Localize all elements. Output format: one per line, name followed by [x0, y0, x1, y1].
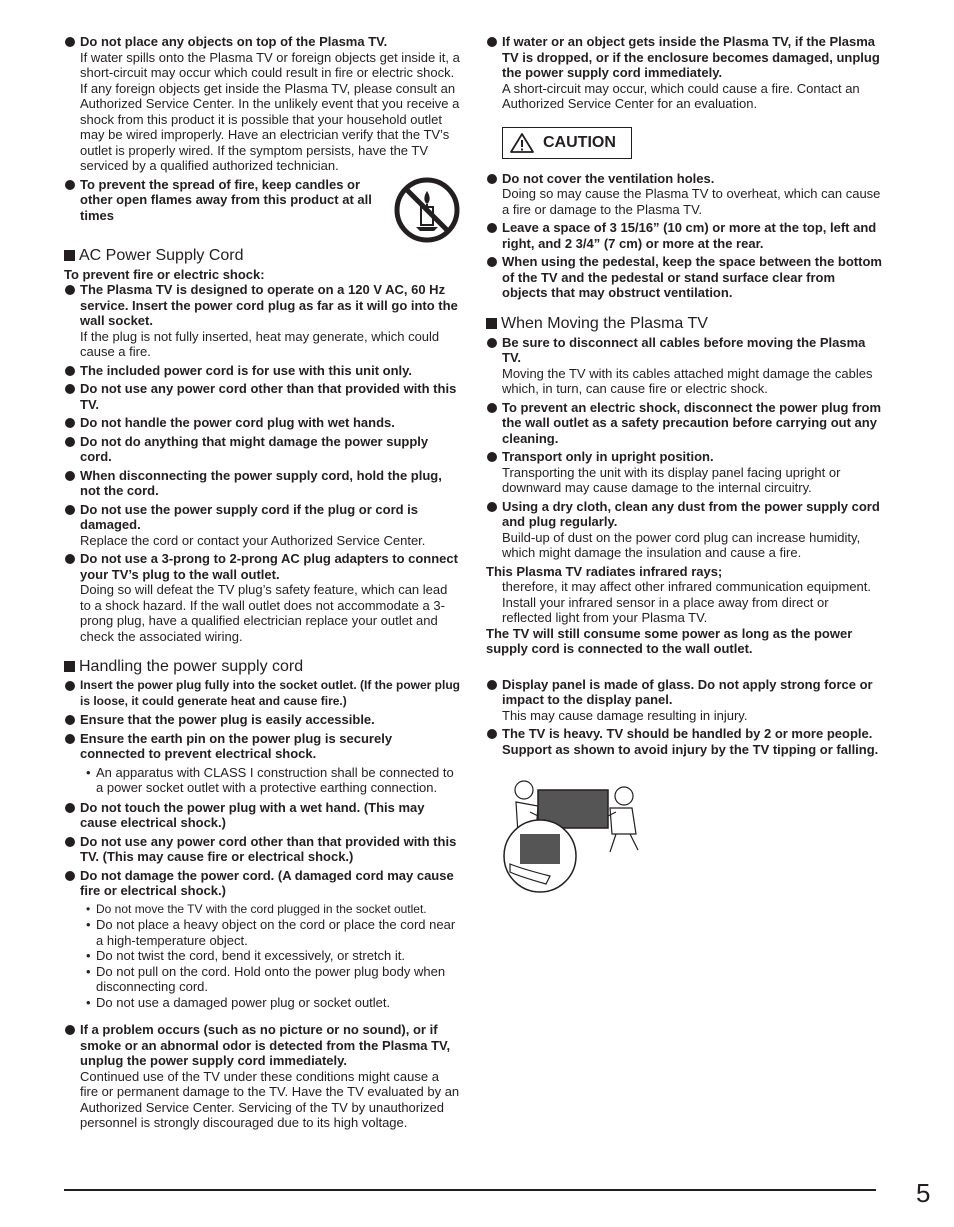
bullet-icon [65, 803, 75, 813]
bullet-icon [487, 174, 497, 184]
square-bullet-icon [64, 250, 75, 261]
list-item: Ensure that the power plug is easily accessible. [64, 712, 460, 728]
power-note: The TV will still consume some power as long as the power supply cord is connected to the wall outlet. [486, 625, 853, 656]
bullet-icon [65, 734, 75, 744]
list-item: Do not use any power cord other than that provided with this TV. [64, 381, 460, 412]
bullet-icon [65, 37, 75, 47]
list-item: If water or an object gets inside the Plasma TV, if the Plasma TV is dropped, or if the enclosure becomes damaged, unplug the power supply cord immediately. A short-circuit may occur, which could cause a fire. Contact an Authorized Service Center for an evaluation. [486, 34, 882, 112]
list-item: Do not place any objects on top of the Plasma TV. If water spills onto the Plasma TV or foreign objects get inside it, a short-circuit may occur which could result in fire or electric shock. If any foreign objects get inside the Plasma TV, please consult an Authorized Service Center. In the unlikely event that you receive a shock from this product it is possible that your household outlet may be wired improperly. Have an electrician verify that the TV’s outlet is properly wired. If the symptom persists, have the TV serviced by a qualified authorized technician. [64, 34, 460, 174]
list-item: To prevent the spread of fire, keep candles or other open flames away from this product at all times [64, 177, 460, 233]
note-item: • Do not pull on the cord. Hold onto the power plug body when disconnecting cord. [86, 963, 446, 994]
square-bullet-icon [64, 661, 75, 672]
footer-rule [64, 1189, 876, 1191]
list-item: Do not use any power cord other than that provided with this TV. (This may cause fire or electrical shock.) [64, 834, 460, 865]
note-item: • Do not twist the cord, bend it excessively, or stretch it. [86, 948, 405, 963]
list-item: Leave a space of 3 15/16” (10 cm) or more at the top, left and right, and 2 3/4” (7 cm) or more at the rear. [486, 220, 882, 251]
bullet-icon [65, 285, 75, 295]
square-bullet-icon [486, 318, 497, 329]
caution-box: CAUTION [502, 127, 632, 159]
list-item: To prevent an electric shock, disconnect the power plug from the wall outlet as a safety precaution before carrying out any cleaning. [486, 400, 882, 447]
bullet-icon [65, 681, 75, 691]
bullet-icon [65, 471, 75, 481]
note-item: • Do not move the TV with the cord plugged in the socket outlet. [86, 901, 427, 916]
bullet-icon [487, 452, 497, 462]
left-column [64, 34, 460, 1134]
bullet-icon [65, 554, 75, 564]
list-item: Insert the power plug fully into the socket outlet. (If the power plug is loose, it could generate heat and cause fire.) [64, 678, 460, 709]
bullet-icon [487, 37, 497, 47]
note-item: • Do not place a heavy object on the cord or place the cord near a high-temperature object. [86, 917, 456, 948]
list-item: Do not use a 3-prong to 2-prong AC plug adapters to connect your TV’s plug to the wall outlet. Doing so will defeat the TV plug’s safety feature, which can lead to a shock hazard. If the wall outlet does not accommodate a 3-prong plug, have a qualified electrician replace your outlet and check the associated wiring. [64, 551, 460, 644]
list-item: Do not do anything that might damage the power supply cord. [64, 434, 460, 465]
list-item: The Plasma TV is designed to operate on a 120 V AC, 60 Hz service. Insert the power cord plug as far as it will go into the wall socket. If the plug is not fully inserted, heat may generate, which could cause a fire. [64, 282, 460, 360]
list-item: When disconnecting the power supply cord, hold the plug, not the cord. [64, 468, 460, 499]
bullet-icon [487, 223, 497, 233]
two-people-carrying-tv-illustration [498, 772, 658, 894]
infrared-heading: This Plasma TV radiates infrared rays; [486, 563, 723, 579]
bullet-icon [487, 257, 497, 267]
list-item: The TV is heavy. TV should be handled by 2 or more people. Support as shown to avoid injury by the TV tipping or falling. [486, 726, 882, 757]
bullet-icon [65, 871, 75, 881]
list-item: Be sure to disconnect all cables before moving the Plasma TV. Moving the TV with its cables attached might damage the cables which, in turn, can cause fire or electric shock. [486, 335, 882, 397]
bullet-icon [487, 680, 497, 690]
bullet-icon [65, 437, 75, 447]
list-item: Do not touch the power plug with a wet hand. (This may cause electrical shock.) [64, 800, 460, 831]
no-open-flame-icon [394, 177, 460, 243]
list-item: When using the pedestal, keep the space between the bottom of the TV and the pedestal or stand surface clear from objects that may obstruct ventilation. [486, 254, 882, 301]
warning-triangle-icon [509, 132, 535, 154]
bullet-icon [65, 505, 75, 515]
infrared-text: therefore, it may affect other infrared communication equipment. Install your infrared sensor in a place away from direct or reflected light from your Plasma TV. [502, 579, 872, 625]
note-item: • An apparatus with CLASS I construction shall be connected to a power socket outlet with a protective earthing connection. [86, 764, 454, 795]
list-item: Do not damage the power cord. (A damaged cord may cause fire or electrical shock.) [64, 868, 460, 899]
note-item: • Do not use a damaged power plug or socket outlet. [86, 994, 391, 1010]
right-column [486, 34, 882, 899]
list-item: Do not use the power supply cord if the plug or cord is damaged. Replace the cord or contact your Authorized Service Center. [64, 502, 460, 549]
subheading: To prevent fire or electric shock: [64, 266, 265, 282]
bullet-icon [65, 384, 75, 394]
bullet-icon [487, 403, 497, 413]
list-item: If a problem occurs (such as no picture or no sound), or if smoke or an abnormal odor is detected from the Plasma TV, unplug the power supply cord immediately. Continued use of the TV under these conditions might cause a fire or permanent damage to the TV. Have the TV evaluated by an Authorized Service Center. Servicing of the TV by unauthorized personnel is strongly discouraged due to its high voltage. [64, 1022, 460, 1131]
bullet-icon [65, 366, 75, 376]
bullet-icon [65, 1025, 75, 1035]
bullet-icon [65, 418, 75, 428]
list-item: Transport only in upright position. Transporting the unit with its display panel facing upright or downward may cause damage to the internal circuitry. [486, 449, 882, 496]
bullet-icon [487, 502, 497, 512]
list-item: Ensure the earth pin on the power plug is securely connected to prevent electrical shock. [64, 731, 460, 762]
list-item: Display panel is made of glass. Do not apply strong force or impact to the display panel. This may cause damage resulting in injury. [486, 677, 882, 724]
page-number: 5 [916, 1178, 931, 1208]
bullet-icon [65, 715, 75, 725]
list-item: Using a dry cloth, clean any dust from the power supply cord and plug regularly. Build-up of dust on the power cord plug can increase humidity, which might damage the insulation and cause a fire. [486, 499, 882, 561]
list-item: Do not handle the power cord plug with wet hands. [64, 415, 460, 431]
bullet-icon [487, 729, 497, 739]
bullet-icon [65, 180, 75, 190]
section-heading: Handling the power supply cord [64, 657, 460, 676]
bullet-icon [65, 837, 75, 847]
list-item: The included power cord is for use with this unit only. [64, 363, 460, 379]
section-heading: AC Power Supply Cord [64, 246, 460, 265]
section-heading: When Moving the Plasma TV [486, 314, 882, 333]
list-item: Do not cover the ventilation holes. Doing so may cause the Plasma TV to overheat, which can cause a fire or damage to the Plasma TV. [486, 171, 882, 218]
bullet-icon [487, 338, 497, 348]
